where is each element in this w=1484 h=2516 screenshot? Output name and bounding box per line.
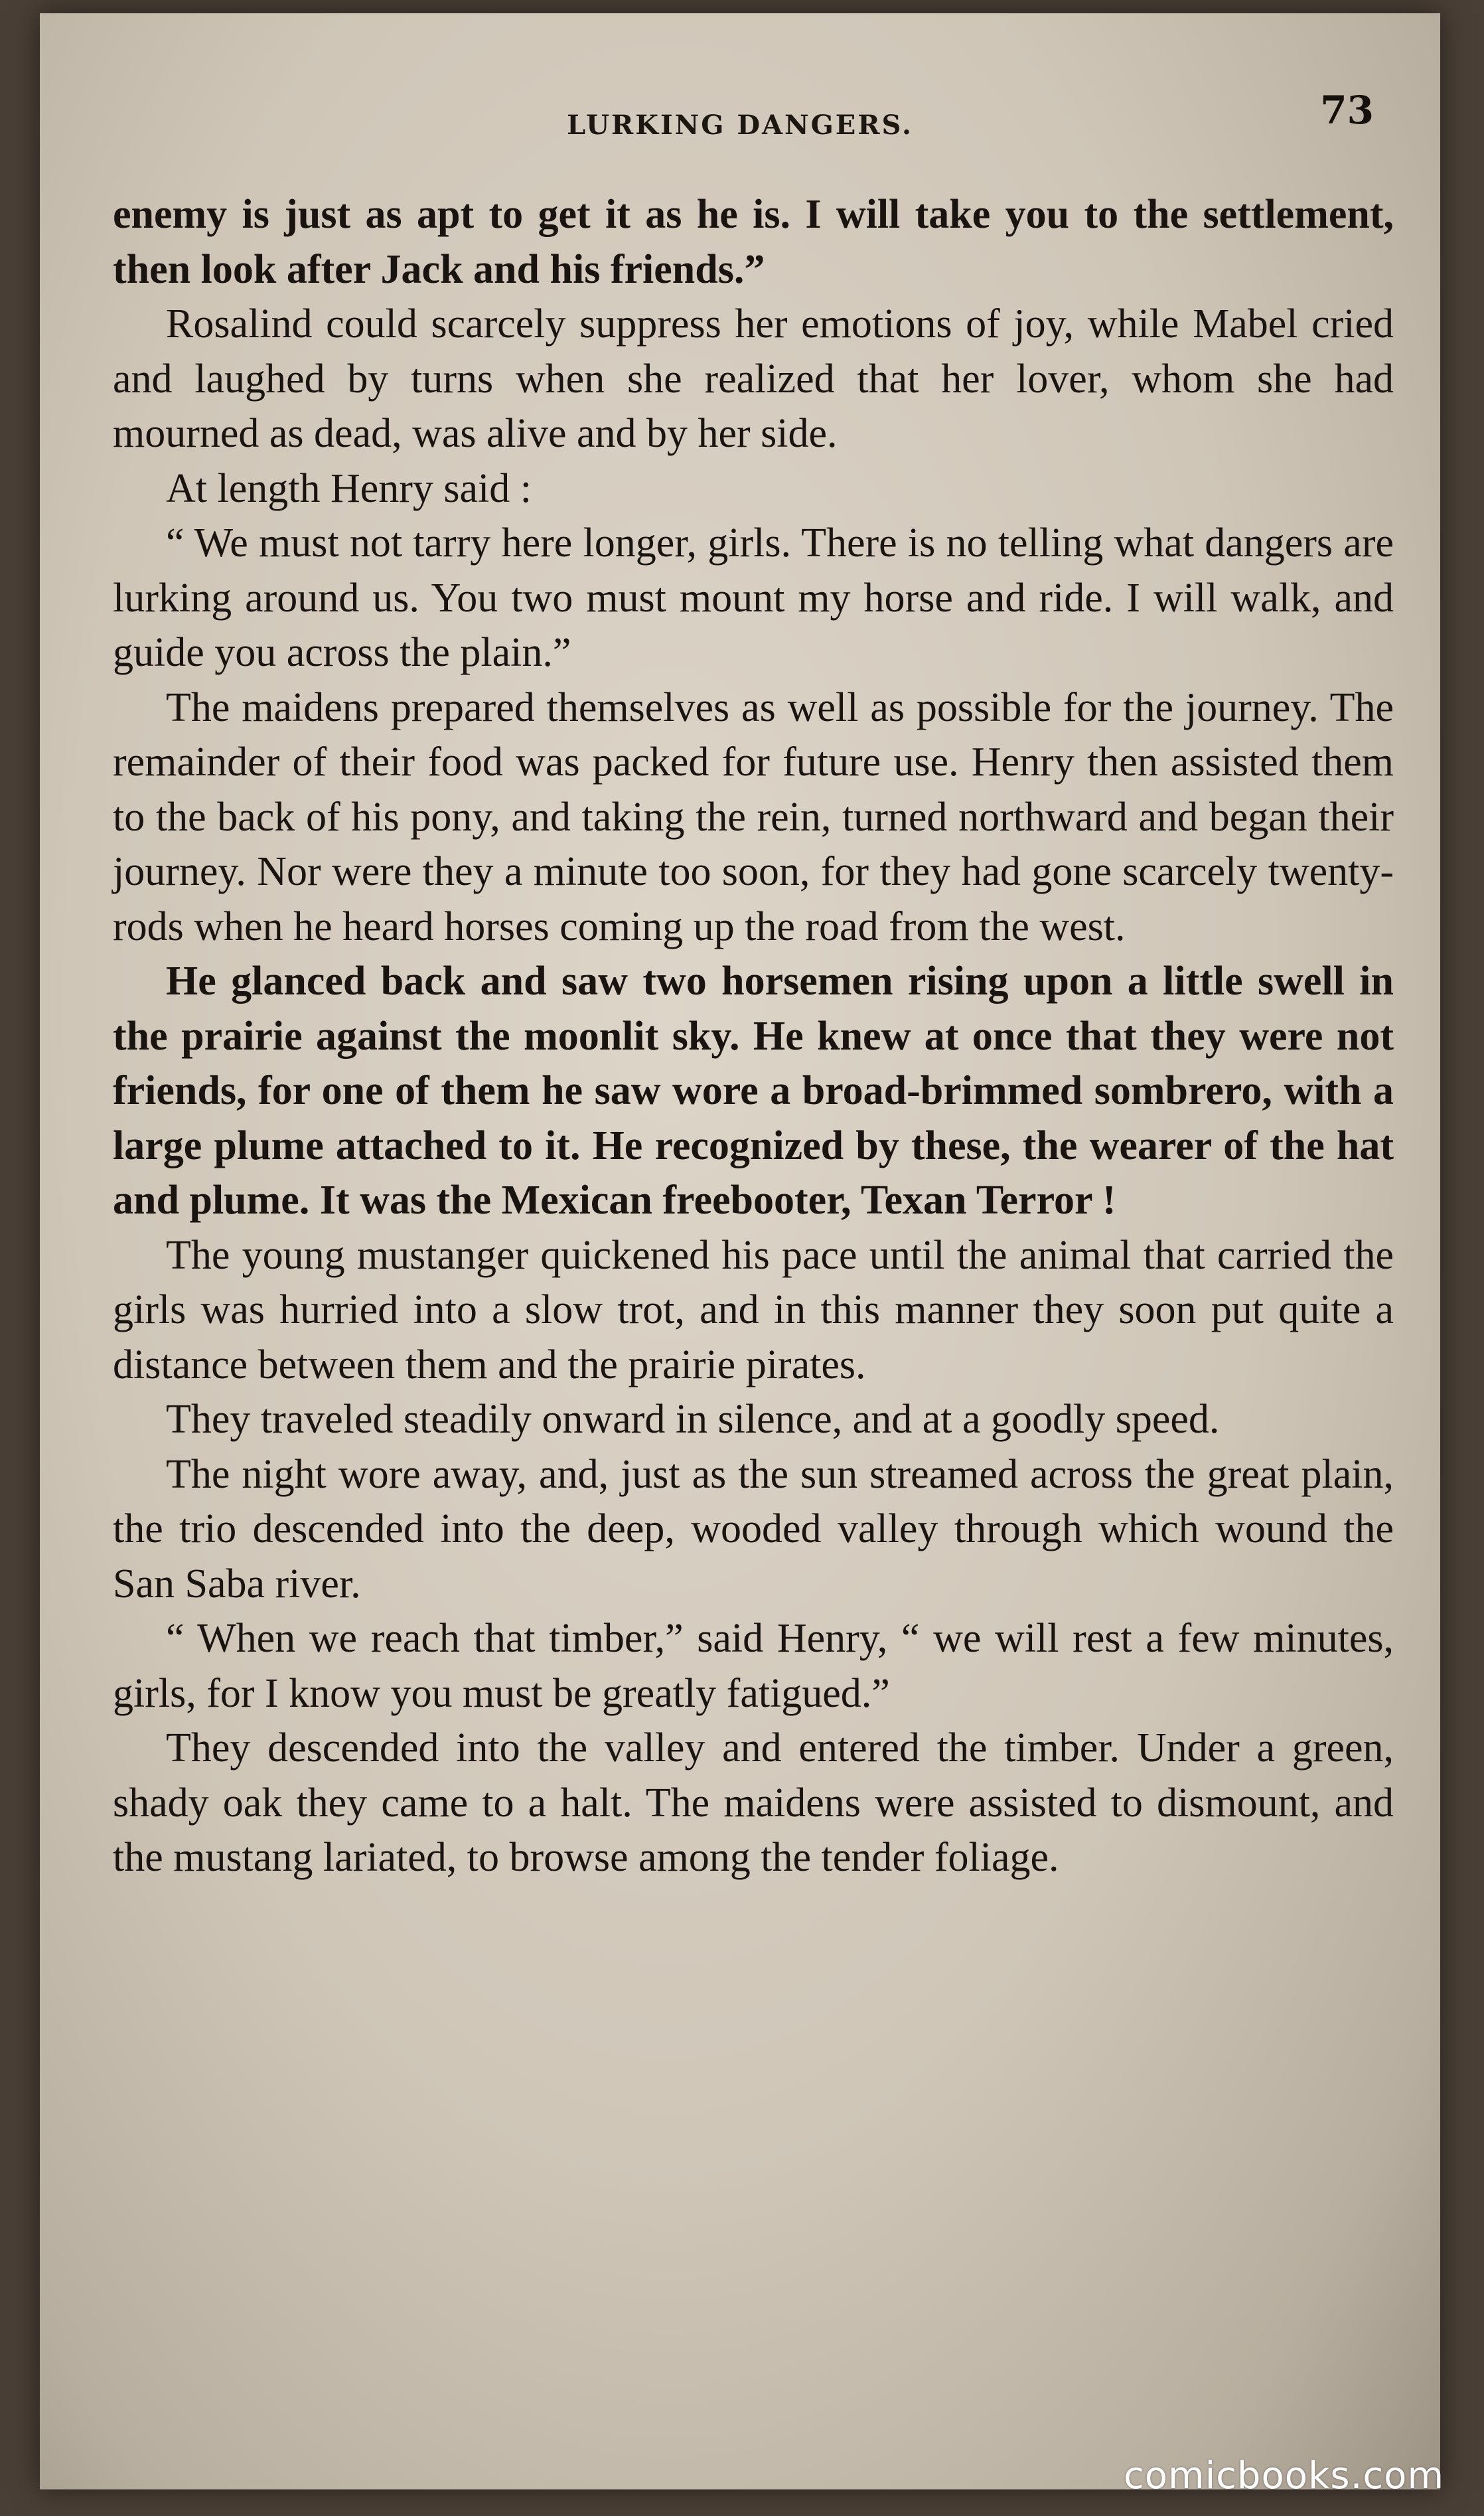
paragraph: “ When we reach that timber,” said Henry, “ we will rest a few minutes, girls, for I know you must be greatly fatigued.” bbox=[113, 1616, 1394, 1716]
paragraph: He glanced back and saw two horsemen rising upon a little swell in the prairie against the moonlit sky. He knew at once that they were not friends, for one of them he saw wore a broad-brimmed sombrero, with a large plume attached to it. He recognized by these, the wearer of the hat and plume. It was the Mexican freebooter, Texan Terror ! bbox=[113, 959, 1394, 1223]
body-text bbox=[113, 187, 1394, 1885]
paragraph: “ We must not tarry here longer, girls. There is no telling what dangers are lurking around us. You two must mount my horse and ride. I will walk, and guide you across the plain.” bbox=[113, 520, 1394, 675]
book-page bbox=[40, 13, 1440, 2489]
paragraph: The maidens prepared themselves as well as possible for the journey. The remainder of their food was packed for future use. Henry then assisted them to the back of his pony, and taking the rein, turned northward and began their journey. Nor were they a minute too soon, for they had gone scarcely twenty-rods when he heard horses coming up the road from the west. bbox=[113, 684, 1394, 949]
paragraph: The night wore away, and, just as the sun streamed across the great plain, the trio descended into the deep, wooded valley through which wound the San Saba river. bbox=[113, 1451, 1394, 1607]
paragraph: At length Henry said : bbox=[166, 465, 532, 511]
watermark-text: comicbooks.com bbox=[1123, 2454, 1444, 2497]
paragraph: They traveled steadily onward in silence, and at a goodly speed. bbox=[166, 1397, 1220, 1442]
paragraph: Rosalind could scarcely suppress her emotions of joy, while Mabel cried and laughed by turns when she realized that her lover, whom she had mourned as dead, was alive and by her side. bbox=[113, 301, 1394, 456]
paragraph: enemy is just as apt to get it as he is. I will take you to the settlement, then look after Jack and his friends.” bbox=[113, 192, 1394, 292]
paragraph: They descended into the valley and entered the timber. Under a green, shady oak they came to a halt. The maidens were assisted to dismount, and the mustang lariated, to browse among the tender foliage. bbox=[113, 1725, 1394, 1880]
paragraph: The young mustanger quickened his pace until the animal that carried the girls was hurried into a slow trot, and in this manner they soon put quite a distance between them and the prairie pirates. bbox=[113, 1232, 1394, 1387]
running-title: LURKING DANGERS. bbox=[567, 110, 913, 141]
page-number: 73 bbox=[1320, 88, 1374, 133]
